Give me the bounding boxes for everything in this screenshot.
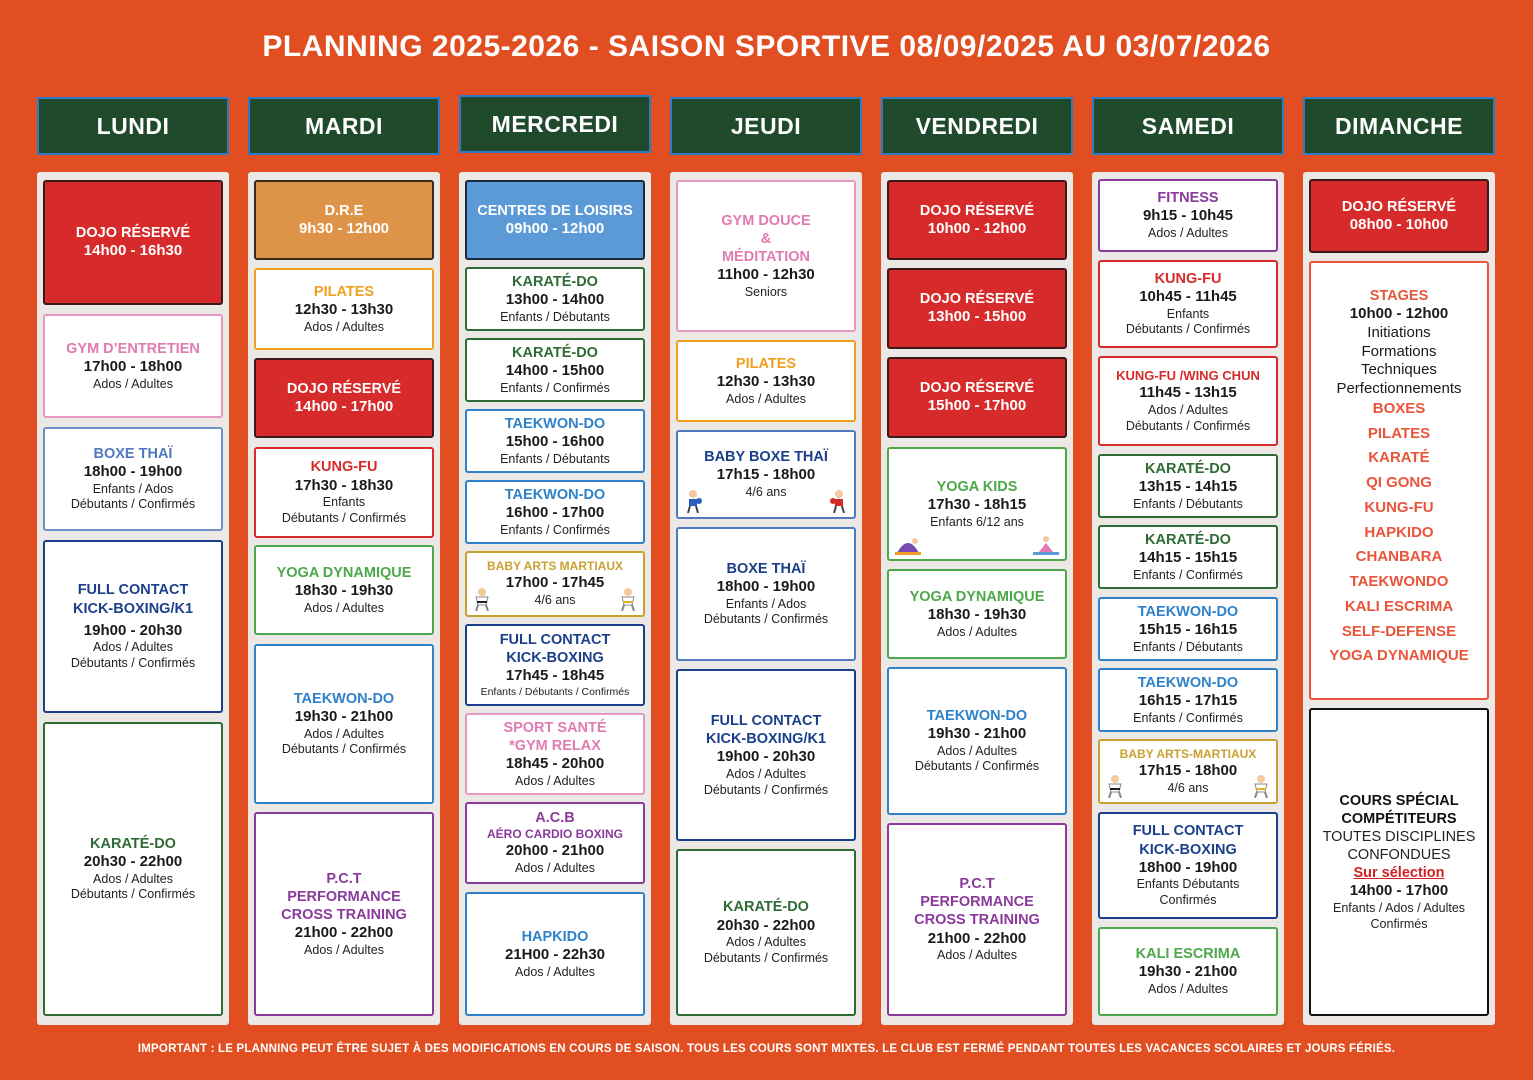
class-level: Débutants / Confirmés [703,950,829,965]
discipline: KALI ESCRIMA [1344,597,1454,615]
class-card [887,268,1067,349]
stage-type: Techniques [1361,361,1437,379]
class-card [43,314,223,418]
karate-kid-icon [1252,774,1270,798]
class-audience: Ados / Adultes [93,376,173,391]
class-card [887,357,1067,438]
class-card [43,540,223,713]
class-name: DOJO RÉSERVÉ [919,202,1035,219]
class-audience: Ados / Adultes [304,600,384,615]
class-time: 15h15 - 16h15 [1138,620,1238,638]
day-column-samedi [1092,172,1284,1025]
day-header-vendredi: VENDREDI [881,97,1073,155]
class-time: 17h30 - 18h15 [927,495,1027,513]
class-time: 19h00 - 20h30 [83,621,183,639]
day-header-mercredi: MERCREDI [459,95,651,153]
class-name: & [760,230,772,247]
class-name: KARATÉ-DO [723,899,809,916]
class-card [887,569,1067,659]
class-time: 14h00 - 15h00 [505,361,605,379]
stage-type: Perfectionnements [1336,380,1462,398]
class-name: FITNESS [1157,190,1219,207]
class-card [676,180,856,332]
class-time: 10h45 - 11h45 [1139,288,1237,306]
class-audience: Enfants / Confirmés [1133,567,1243,582]
class-card [887,823,1067,1016]
class-level: Débutants / Confirmés [914,759,1040,774]
class-card [254,180,434,260]
karate-kid-icon [619,587,637,611]
stage-disciplines [1329,399,1468,666]
class-name: TAEKWON-DO [926,707,1028,724]
class-card [465,802,645,884]
class-time: 17h45 - 18h45 [505,667,605,685]
class-time: 10h00 - 12h00 [927,219,1027,237]
class-note: TOUTES DISCIPLINES [1322,828,1476,845]
class-card [465,180,645,260]
stages-card [1309,261,1489,700]
class-card [254,268,434,350]
class-level: Débutants / Confirmés [70,887,196,902]
class-level: Débutants / Confirmés [1125,418,1251,433]
class-name: STAGES [1369,288,1429,304]
class-time: 16h00 - 17h00 [505,503,605,521]
day-header-samedi: SAMEDI [1092,97,1284,155]
boxer-icon [830,489,848,513]
class-name: FULL CONTACT [77,582,189,599]
class-card [1098,668,1278,732]
class-name: KARATÉ-DO [90,835,176,852]
class-name: KUNG-FU /WING CHUN [1116,367,1260,383]
class-audience: Enfants / Débutants [500,451,610,466]
class-time: 13h00 - 15h00 [927,308,1027,326]
class-name: KICK-BOXING/K1 [72,600,194,617]
class-name: YOGA DYNAMIQUE [909,588,1045,605]
class-card [1098,812,1278,919]
class-name: BABY ARTS-MARTIAUX [1119,746,1257,761]
class-card [465,892,645,1016]
class-name: PILATES [313,283,375,300]
class-card [465,409,645,473]
class-level: Débutants / Confirmés [70,656,196,670]
class-time: 14h00 - 17h00 [294,397,394,415]
day-column-lundi [37,172,229,1025]
class-audience: Enfants Débutants [1136,877,1240,892]
class-audience: Ados / Adultes [93,640,173,655]
class-audience: Ados / Adultes [304,319,384,334]
class-audience: Ados / Adultes [1148,402,1228,417]
class-card [1098,454,1278,518]
discipline: YOGA DYNAMIQUE [1329,647,1469,665]
page-title: PLANNING 2025-2026 - SAISON SPORTIVE 08/09/2025 AU 03/07/2026 [262,30,1271,63]
class-name: YOGA DYNAMIQUE [276,564,412,581]
class-time: 14h00 - 16h30 [83,242,183,260]
class-name: TAEKWON-DO [293,690,395,707]
class-time: 15h00 - 16h00 [505,432,605,450]
stage-types [1336,324,1461,399]
class-audience: Ados / Adultes [726,935,806,950]
class-name: BABY BOXE THAÏ [704,449,828,466]
class-level: Débutants / Confirmés [1125,322,1251,337]
discipline: KARATÉ [1368,449,1430,467]
class-level: Confirmés [1370,916,1428,931]
class-card [676,849,856,1016]
class-card [43,427,223,531]
discipline: CHANBARA [1355,548,1443,566]
class-name: DOJO RÉSERVÉ [919,291,1035,308]
class-name: TAEKWON-DO [1137,674,1239,691]
discipline: SELF-DEFENSE [1341,622,1457,640]
class-level: Débutants / Confirmés [70,497,196,512]
class-card [465,338,645,402]
class-name: PERFORMANCE [920,894,1034,911]
class-name: BOXE THAÏ [726,560,806,577]
class-audience: Ados / Adultes [304,942,384,957]
class-name: PILATES [735,355,797,372]
class-time: 21h00 - 22h00 [927,929,1027,947]
class-time: 14h00 - 17h00 [1349,882,1449,900]
class-audience: Ados / Adultes [726,391,806,406]
discipline: BOXES [1372,399,1426,417]
day-column-vendredi [881,172,1073,1025]
class-card [43,180,223,305]
class-audience: Enfants / Débutants [1133,496,1243,511]
class-name: GYM D’ENTRETIEN [66,340,200,357]
class-time: 9h30 - 12h00 [298,219,390,237]
karate-kid-icon [473,587,491,611]
class-card [1098,739,1278,804]
class-audience: Enfants / Confirmés [500,522,610,537]
class-card [887,447,1067,561]
class-name: TAEKWON-DO [1137,603,1239,620]
class-time: 17h15 - 18h00 [1138,761,1238,779]
class-audience: Enfants / Confirmés [1133,710,1243,725]
class-name: KICK-BOXING/K1 [705,731,827,747]
class-card [676,340,856,422]
class-name: DOJO RÉSERVÉ [75,225,191,242]
class-time: 17h15 - 18h00 [716,466,816,484]
class-time: 12h30 - 13h30 [294,300,394,318]
class-time: 14h15 - 15h15 [1138,548,1238,566]
class-level: Confirmés [1159,893,1217,907]
class-card [676,669,856,841]
class-card [1098,179,1278,252]
class-name: HAPKIDO [521,928,589,945]
discipline: KUNG-FU [1364,498,1434,516]
class-name: KICK-BOXING [506,650,604,667]
class-time: 18h00 - 19h00 [1138,858,1238,876]
class-level: Débutants / Confirmés [703,782,829,797]
class-card [43,722,223,1016]
class-card [254,545,434,635]
discipline: TAEKWONDO [1349,573,1449,591]
class-time: 11h45 - 13h15 [1139,384,1237,402]
class-card [254,447,434,538]
class-name: CENTRES DE LOISIRS [477,202,633,219]
class-audience: Ados / Adultes [937,743,1017,758]
class-audience: Ados / Adultes [726,766,806,781]
class-audience: Seniors [744,284,788,299]
class-name: A.C.B [535,810,575,827]
class-audience: Enfants 6/12 ans [930,514,1024,529]
class-name: GYM DOUCE [721,212,811,229]
class-card [676,527,856,661]
yoga-pose-icon [895,535,921,555]
class-audience: Enfants [322,495,366,510]
class-name: FULL CONTACT [1132,823,1244,840]
class-time: 9h15 - 10h45 [1142,207,1234,225]
class-audience: Ados / Adultes [937,624,1017,639]
class-card [1309,179,1489,253]
stage-type: Formations [1361,342,1437,360]
class-audience: Enfants / Ados [92,481,174,496]
boxer-icon [684,489,702,513]
class-name: KICK-BOXING [1139,841,1237,858]
class-time: 13h00 - 14h00 [505,290,605,308]
class-card [887,667,1067,815]
class-card [465,624,645,706]
class-card [465,713,645,795]
discipline: QI GONG [1366,474,1432,492]
day-column-mercredi [459,172,651,1025]
class-audience: Enfants [1166,306,1210,321]
class-card [254,644,434,804]
class-audience: Enfants / Ados [725,596,807,611]
discipline: HAPKIDO [1364,523,1434,541]
class-card [254,358,434,438]
selection-note: Sur sélection [1353,865,1445,882]
class-card [1098,597,1278,661]
class-name: KARATÉ-DO [1145,460,1231,477]
class-audience: Ados / Adultes [304,726,384,741]
class-name: TAEKWON-DO [504,486,606,503]
class-card [1098,260,1278,348]
class-name: TAEKWON-DO [504,415,606,432]
class-audience: Ados / Adultes [515,964,595,979]
class-name: DOJO RÉSERVÉ [286,380,402,397]
class-name: P.C.T [959,876,995,893]
class-time: 19h30 - 21h00 [1138,963,1238,981]
class-name: DOJO RÉSERVÉ [919,380,1035,397]
class-audience: Ados / Adultes [515,861,595,876]
class-card [465,267,645,331]
class-time: 12h30 - 13h30 [716,372,816,390]
class-audience: Ados / Adultes [1148,226,1228,241]
class-card [887,180,1067,260]
class-name: CROSS TRAINING [281,906,407,923]
class-time: 17h00 - 17h45 [505,574,605,592]
footer-notice: IMPORTANT : LE PLANNING PEUT ÊTRE SUJET À DES MODIFICATIONS EN COURS DE SAISON. TOUS LES COURS SONT MIXTES. LE CLUB EST FERMÉ PENDANT TOUTES LES VACANCES SCOLAIRES ET JOURS FÉRIÉS. [137,1043,1396,1055]
class-time: 10h00 - 12h00 [1349,305,1449,323]
class-audience: Ados / Adultes [515,773,595,788]
class-name: DOJO RÉSERVÉ [1341,198,1457,215]
class-audience: Enfants / Ados / Adultes [1332,901,1466,916]
class-level: Débutants / Confirmés [281,510,407,525]
class-time: 08h00 - 10h00 [1349,215,1449,233]
class-card [465,480,645,544]
class-time: 18h45 - 20h00 [505,754,605,772]
class-audience: Ados / Adultes [1148,982,1228,997]
class-time: 18h30 - 19h30 [294,581,394,599]
class-time: 18h30 - 19h30 [927,605,1027,623]
class-name: COURS SPÉCIAL [1339,792,1459,809]
class-card [1098,927,1278,1016]
class-note: CONFONDUES [1347,847,1451,864]
day-column-jeudi [670,172,862,1025]
class-name: KUNG-FU [310,459,378,476]
class-name: FULL CONTACT [710,712,822,729]
karate-kid-icon [1106,774,1124,798]
class-name: MÉDITATION [721,248,811,265]
class-name: KUNG-FU [1154,270,1222,287]
class-name: *GYM RELAX [509,737,601,754]
class-time: 18h00 - 19h00 [716,578,816,596]
class-time: 09h00 - 12h00 [505,219,605,237]
class-audience: 4/6 ans [534,593,576,608]
class-name: PERFORMANCE [287,888,401,905]
class-time: 15h00 - 17h00 [927,397,1027,415]
class-name: BABY ARTS MARTIAUX [486,559,623,574]
class-card [1098,356,1278,446]
class-time: 21h00 - 22h00 [294,924,394,941]
class-audience: Enfants / Confirmés [500,380,610,395]
class-time: 20h30 - 22h00 [716,916,816,934]
class-time: 19h00 - 20h30 [716,748,816,766]
day-header-dimanche: DIMANCHE [1303,97,1495,155]
class-name: COMPÉTITEURS [1341,810,1457,827]
class-time: 21H00 - 22h30 [504,945,606,963]
class-name: BOXE THAÏ [93,445,173,462]
yoga-pose-icon [1033,535,1059,555]
day-header-jeudi: JEUDI [670,97,862,155]
class-time: 17h30 - 18h30 [294,476,394,494]
class-time: 17h00 - 18h00 [83,357,183,375]
day-header-lundi: LUNDI [37,97,229,155]
class-name: FULL CONTACT [499,631,611,648]
class-time: 20h30 - 22h00 [83,853,183,871]
class-name: YOGA KIDS [936,478,1018,495]
class-name: SPORT SANTÉ [503,719,607,736]
day-column-dimanche [1303,172,1495,1025]
class-time: 13h15 - 14h15 [1138,477,1238,495]
class-card [465,551,645,617]
stage-type: Initiations [1367,323,1431,341]
class-name: P.C.T [326,870,362,887]
class-audience: 4/6 ans [1167,780,1209,795]
class-name: AÉRO CARDIO BOXING [486,827,623,842]
class-name: CROSS TRAINING [914,912,1040,929]
class-card [1098,525,1278,589]
class-name: KARATÉ-DO [512,273,598,290]
class-name: KARATÉ-DO [1145,531,1231,548]
day-header-mardi: MARDI [248,97,440,155]
class-audience: Ados / Adultes [937,948,1017,963]
class-time: 11h00 - 12h30 [717,266,815,283]
class-time: 19h30 - 21h00 [294,708,394,726]
class-time: 16h15 - 17h15 [1138,691,1238,709]
class-name: D.R.E [324,202,364,219]
class-time: 18h00 - 19h00 [83,463,183,481]
class-audience: Enfants / Débutants [1133,639,1243,654]
class-card [1309,708,1489,1016]
day-column-mardi [248,172,440,1025]
class-name: KALI ESCRIMA [1135,946,1241,963]
class-level: Débutants / Confirmés [703,612,829,627]
discipline: PILATES [1367,424,1431,442]
class-card [254,812,434,1016]
class-audience: Ados / Adultes [93,871,173,886]
class-name: KARATÉ-DO [512,344,598,361]
class-audience: 4/6 ans [745,485,787,500]
class-time: 20h00 - 21h00 [505,842,605,860]
class-time: 19h30 - 21h00 [927,725,1027,743]
class-card [676,430,856,519]
class-audience: Enfants / Débutants [500,309,610,324]
class-audience: Enfants / Débutants / Confirmés [480,685,630,698]
class-level: Débutants / Confirmés [281,742,407,757]
